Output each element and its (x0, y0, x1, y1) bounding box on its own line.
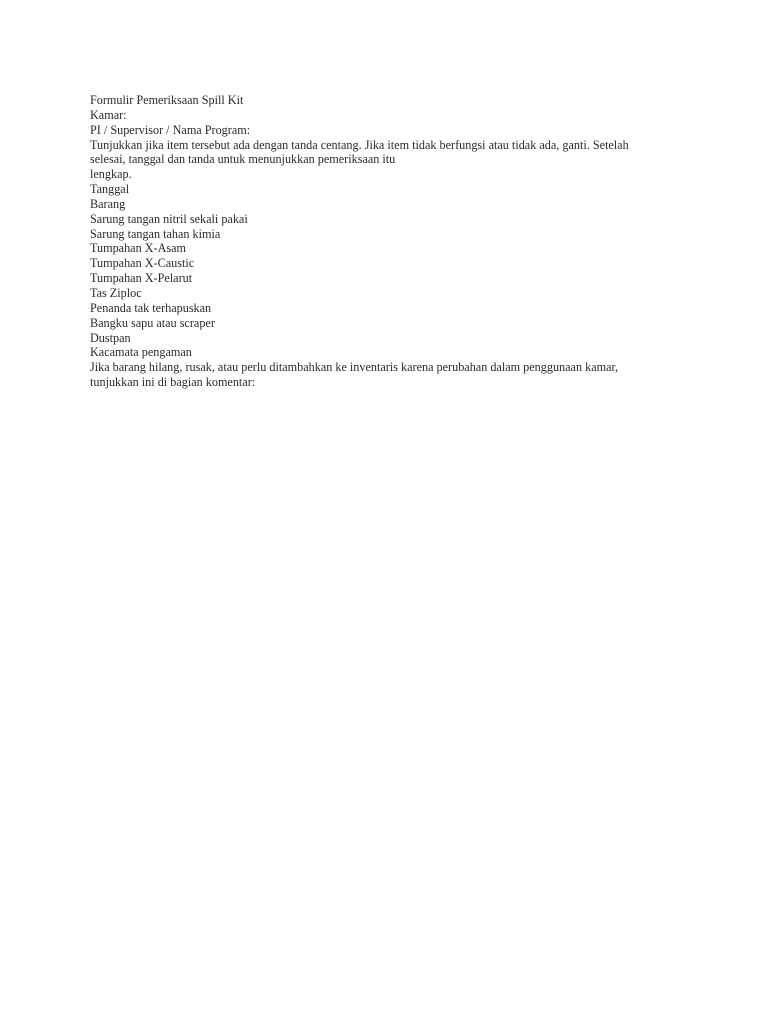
document-body (90, 93, 690, 390)
items-label: Barang (90, 196, 126, 211)
list-item: Penanda tak terhapuskan (90, 300, 212, 315)
footer-note-line-1: Jika barang hilang, rusak, atau perlu ditambahkan ke inventaris karena perubahan dalam penggunaan kamar, (90, 360, 619, 375)
list-item: Sarung tangan nitril sekali pakai (90, 211, 248, 226)
footer-note-line-2: tunjukkan ini di bagian komentar: (90, 375, 256, 390)
document-title: Formulir Pemeriksaan Spill Kit (90, 93, 244, 107)
program-label: PI / Supervisor / Nama Program: (90, 122, 251, 137)
list-item: Sarung tangan tahan kimia (90, 226, 221, 241)
list-item: Bangku sapu atau scraper (90, 315, 215, 330)
room-label: Kamar: (90, 107, 127, 122)
list-item: Tumpahan X-Pelarut (90, 271, 193, 286)
list-item: Kacamata pengaman (90, 345, 192, 360)
instruction-line-3: lengkap. (90, 167, 132, 182)
list-item: Dustpan (90, 330, 131, 345)
item-list (90, 212, 690, 360)
list-item: Tumpahan X-Asam (90, 241, 187, 256)
list-item: Tas Ziploc (90, 285, 142, 300)
instruction-line-2: selesai, tanggal dan tanda untuk menunjukkan pemeriksaan itu (90, 152, 396, 167)
instruction-line-1: Tunjukkan jika item tersebut ada dengan tanda centang. Jika item tidak berfungsi atau tidak ada, ganti. Setelah (90, 137, 629, 152)
date-label: Tanggal (90, 182, 130, 197)
list-item: Tumpahan X-Caustic (90, 256, 195, 271)
